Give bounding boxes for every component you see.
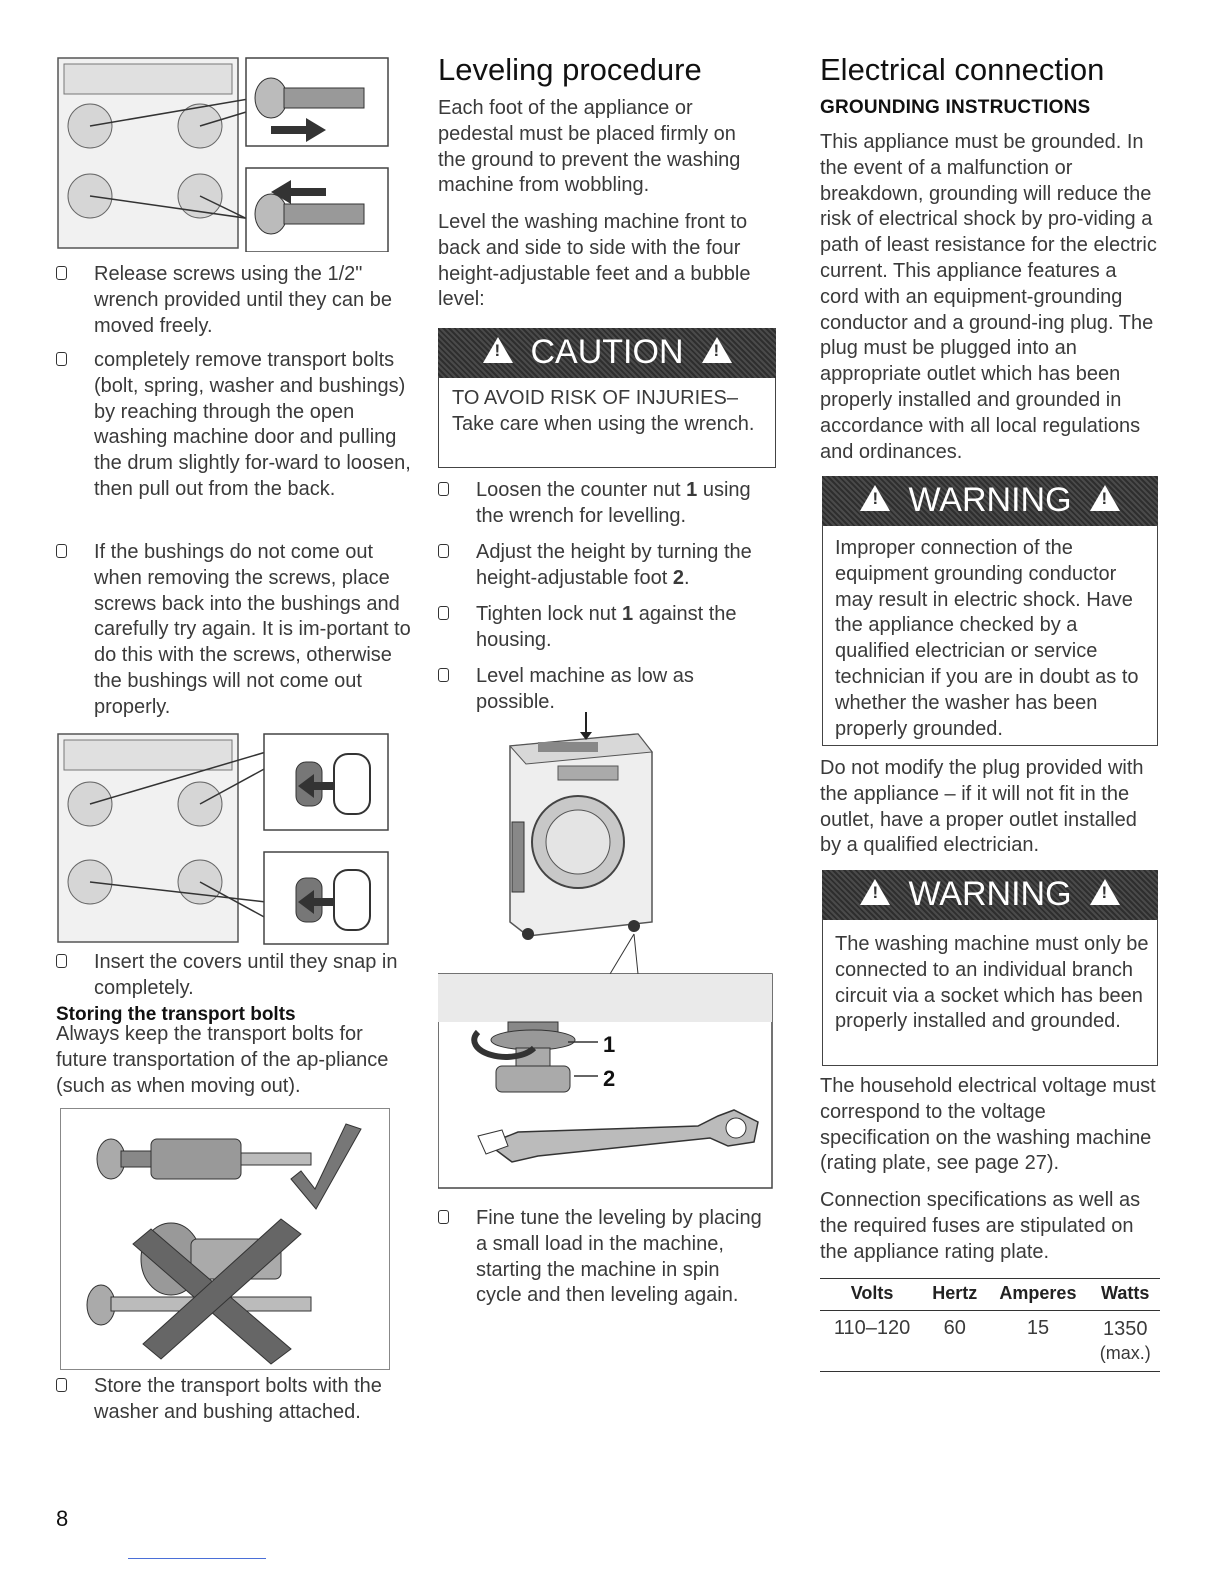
checkbox-icon (438, 1210, 449, 1224)
checkbox-icon (56, 352, 67, 366)
list-item-text: Level machine as low as possible. (476, 665, 694, 713)
washer-covers-illustration (56, 732, 390, 946)
warning-banner-2 (822, 870, 1158, 920)
bolts-check-illustration (61, 1109, 390, 1370)
checkbox-icon (438, 482, 449, 496)
list-item-text: Insert the covers until they snap in completely. (94, 951, 398, 999)
warning1-title: WARNING (908, 481, 1072, 519)
insert-covers-figure (56, 732, 390, 946)
caution-text: TO AVOID RISK OF INJURIES– Take care when using the wrench. (452, 387, 755, 435)
list-item (438, 478, 778, 530)
checkbox-icon (438, 544, 449, 558)
transport-bolt-release-figure (56, 56, 390, 252)
grounding-subheading: GROUNDING INSTRUCTIONS (820, 97, 1091, 118)
list-item-text: Tighten lock nut 1 against the housing. (476, 603, 737, 651)
label-1: 1 (603, 1032, 616, 1057)
warning-box-2 (822, 920, 1158, 1066)
warning-triangle-icon (1090, 879, 1120, 905)
watts-value: 1350 (1102, 1318, 1148, 1340)
list-item-text: Adjust the height by turning the height-adjustable foot 2. (476, 541, 752, 589)
table-header-row (820, 1279, 1160, 1311)
page-number: 8 (56, 1506, 69, 1531)
list-item (56, 348, 416, 528)
warning-triangle-icon (483, 337, 513, 363)
warning-triangle-icon (860, 879, 890, 905)
col-header-hertz: Hertz (924, 1279, 985, 1311)
list-item (438, 540, 778, 592)
list-item-text: Loosen the counter nut 1 using the wrench for levelling. (476, 479, 751, 527)
leveling-para-1: Each foot of the appliance or pedestal must be placed firmly on the ground to prevent the washing machine from wobbling. (438, 97, 741, 197)
table-row (820, 1311, 1160, 1366)
warning-box-1 (822, 526, 1158, 746)
spec-table (820, 1278, 1160, 1372)
warning1-text: Improper connection of the equipment grounding conductor may result in electric shock. Have the appliance checked by a qualified electrician or service technician if you are in doubt as to whether the washer has been properly grounded. (835, 537, 1139, 740)
list-item-text: If the bushings do not come out when removing the screws, place screws back into the bushings and carefully try again. It is im-portant to do this with the screws, otherwise the bushings will not come out properly. (94, 541, 411, 718)
list-item (56, 540, 416, 720)
leveling-heading: Leveling procedure (438, 52, 702, 87)
list-item (56, 262, 416, 340)
checkbox-icon (56, 544, 67, 558)
col-header-amperes: Amperes (985, 1279, 1090, 1311)
warning-triangle-icon (702, 337, 732, 363)
checkbox-icon (56, 1378, 67, 1392)
checkbox-icon (438, 606, 449, 620)
list-item (56, 1374, 416, 1452)
cell-watts (1090, 1311, 1160, 1366)
list-item-text: Store the transport bolts with the washer and bushing attached. (94, 1375, 382, 1423)
cell-volts: 110–120 (833, 1317, 911, 1339)
checkbox-icon (438, 668, 449, 682)
plug-para: Do not modify the plug provided with the appliance – if it will not fit in the outlet, have a proper outlet installed by a qualified electrician. (820, 757, 1144, 857)
warning2-text: The washing machine must only be connected to an individual branch circuit via a socket which has been properly installed and grounded. (835, 933, 1149, 1033)
grounding-para: This appliance must be grounded. In the event of a malfunction or breakdown, grounding will reduce the risk of electrical shock by pro-viding a path of least resistance for the electric current. This appliance features a cord with an equipment-grounding conductor and a ground-ing plug. The plug must be plugged into an appropriate outlet which has been properly installed and grounded in accordance with all local regulations and ordinances. (820, 131, 1157, 463)
watts-note: (max.) (1099, 1343, 1151, 1363)
list-item-text: Fine tune the leveling by placing a small load in the machine, starting the machine in spin cycle and then leveling again. (476, 1207, 762, 1307)
caution-box (438, 378, 776, 468)
table-bottom-rule (820, 1371, 1160, 1372)
warning-triangle-icon (860, 485, 890, 511)
transport-bolts-figure (60, 1108, 390, 1370)
washer-back-illustration (56, 56, 390, 252)
checkbox-icon (56, 266, 67, 280)
washer-leveling-figure (438, 712, 774, 1190)
col-header-volts: Volts (820, 1279, 924, 1311)
col-header-watts: Watts (1090, 1279, 1160, 1311)
voltage-para: The household electrical voltage must correspond to the voltage specification on the washing machine (rating plate, see page 27). (820, 1075, 1156, 1175)
cell-amperes: 15 (1026, 1317, 1050, 1339)
washer-feet-illustration (438, 712, 774, 1190)
storing-text: Always keep the transport bolts for future transportation of the ap-pliance (such as when moving out). (56, 1023, 389, 1097)
list-item (56, 950, 416, 1002)
storing-heading: Storing the transport bolts (56, 1004, 296, 1025)
caution-title: CAUTION (530, 333, 684, 371)
list-item-text: completely remove transport bolts (bolt, spring, washer and bushings) by reaching through the open washing machine door and pulling the drum slightly for-ward to loosen, then pull out from the back. (94, 349, 411, 500)
list-item (438, 1206, 778, 1336)
checkbox-icon (56, 954, 67, 968)
leveling-para-2: Level the washing machine front to back and side to side with the four height-adjustable feet and a bubble level: (438, 211, 751, 311)
warning2-title: WARNING (908, 875, 1072, 913)
caution-banner (438, 328, 776, 378)
list-item-text: Release screws using the 1/2" wrench provided until they can be moved freely. (94, 263, 392, 337)
cell-hertz: 60 (943, 1317, 966, 1339)
electrical-heading: Electrical connection (820, 52, 1105, 87)
fuses-para: Connection specifications as well as the required fuses are stipulated on the appliance rating plate. (820, 1189, 1141, 1263)
warning-triangle-icon (1090, 485, 1120, 511)
list-item (438, 664, 738, 716)
footer-rule (128, 1558, 266, 1559)
warning-banner-1 (822, 476, 1158, 526)
label-2: 2 (603, 1066, 616, 1091)
list-item (438, 602, 778, 654)
